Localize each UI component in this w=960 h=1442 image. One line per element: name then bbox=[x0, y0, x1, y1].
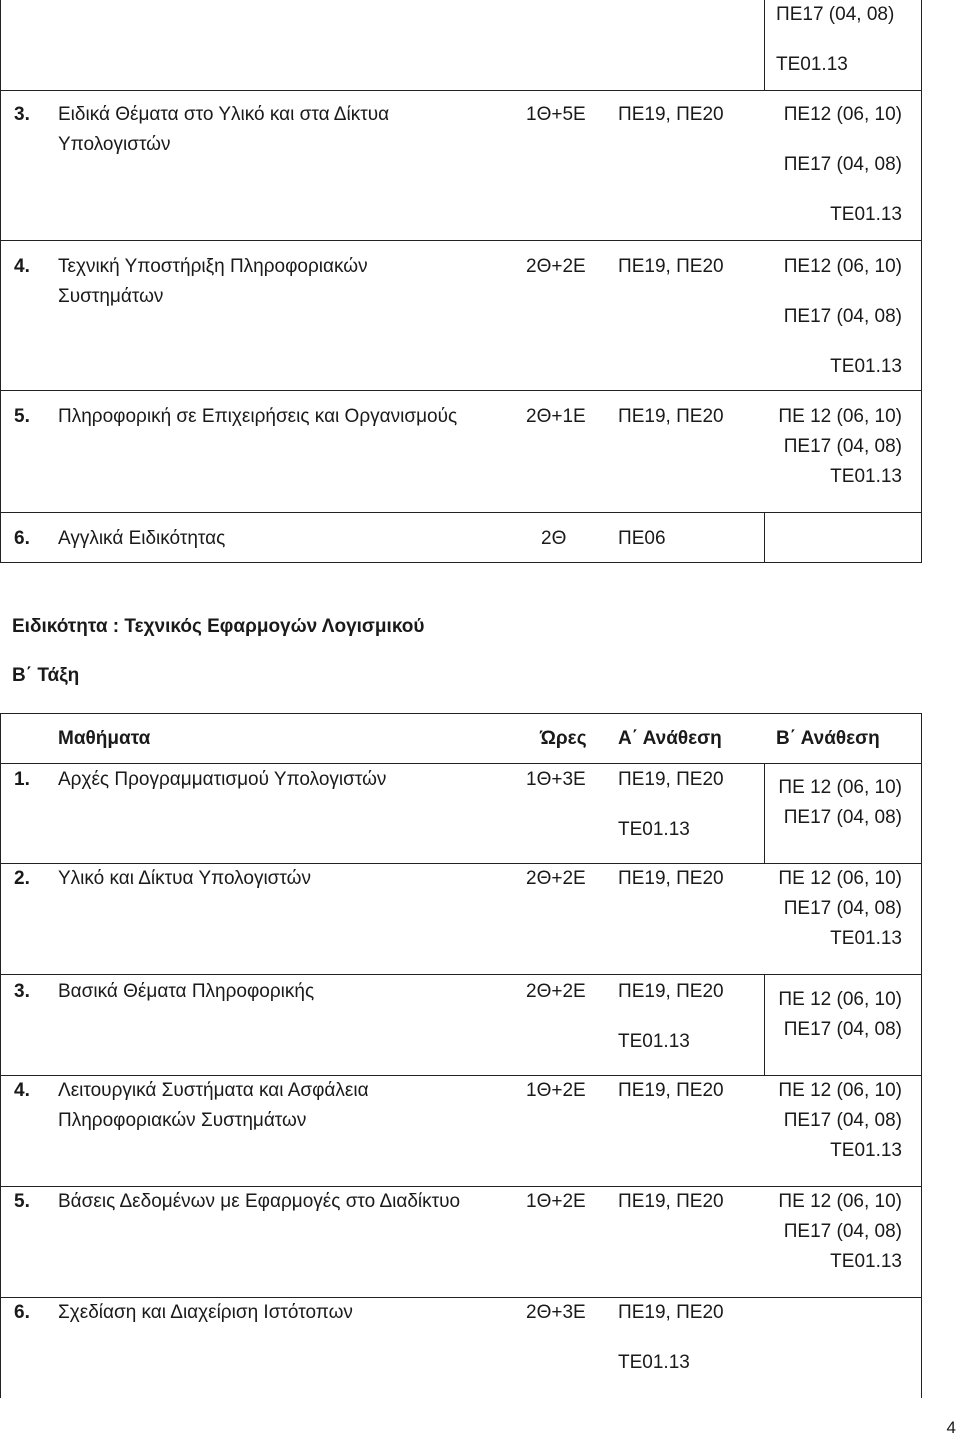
hours-cell: 1Θ+2Ε bbox=[526, 1191, 586, 1212]
table-row bbox=[0, 975, 922, 1076]
hours-cell: 1Θ+2Ε bbox=[526, 1080, 586, 1101]
row-number: 2. bbox=[14, 868, 30, 889]
row-number: 6. bbox=[14, 1302, 30, 1323]
assignment-a-cell: ΠΕ19, ΠΕ20 bbox=[618, 868, 724, 889]
course-name: Αγγλικά Ειδικότητας bbox=[58, 528, 226, 549]
header-hours: Ώρες bbox=[540, 728, 587, 749]
row-number: 3. bbox=[14, 104, 30, 125]
assignment-b-cell: ΠΕ12 (06, 10) ΠΕ17 (04, 08) ΤΕ01.13 bbox=[783, 256, 902, 377]
assignment-b-cell: ΠΕ 12 (06, 10) ΠΕ17 (04, 08) ΤΕ01.13 bbox=[778, 406, 902, 487]
hours-cell: 2Θ+3Ε bbox=[526, 1302, 586, 1323]
assignment-a-cell: ΠΕ19, ΠΕ20 bbox=[618, 256, 724, 277]
header-assignment-b: Β΄ Ανάθεση bbox=[776, 728, 880, 749]
assignment-b-cell: ΠΕ 12 (06, 10) ΠΕ17 (04, 08) ΤΕ01.13 bbox=[778, 1080, 902, 1161]
course-name: Υλικό και Δίκτυα Υπολογιστών bbox=[58, 868, 311, 889]
grade-heading: Β΄ Τάξη bbox=[12, 665, 80, 686]
table-row bbox=[0, 1298, 922, 1398]
course-name: Σχεδίαση και Διαχείριση Ιστότοπων bbox=[58, 1302, 353, 1323]
assignment-a-cell: ΠΕ19, ΠΕ20 ΤΕ01.13 bbox=[618, 769, 724, 840]
page-number: 4 bbox=[946, 1418, 956, 1437]
table-row bbox=[0, 0, 922, 91]
row-number: 3. bbox=[14, 981, 30, 1002]
assignment-b-cell: ΠΕ17 (04, 08) ΤΕ01.13 bbox=[776, 4, 895, 75]
header-courses: Μαθήματα bbox=[58, 728, 151, 749]
course-name: Αρχές Προγραμματισμού Υπολογιστών bbox=[58, 769, 387, 790]
assignment-b-cell: ΠΕ 12 (06, 10) ΠΕ17 (04, 08) ΤΕ01.13 bbox=[778, 1191, 902, 1272]
assignment-a-cell: ΠΕ19, ΠΕ20 ΤΕ01.13 bbox=[618, 981, 724, 1052]
course-name: Τεχνική Υποστήριξη Πληροφοριακών Συστημάτων bbox=[58, 256, 368, 307]
row-number: 6. bbox=[14, 528, 30, 549]
assignment-a-cell: ΠΕ19, ΠΕ20 bbox=[618, 104, 724, 125]
hours-cell: 1Θ+3Ε bbox=[526, 769, 586, 790]
table-row bbox=[0, 1187, 922, 1298]
table-row bbox=[0, 763, 922, 864]
header-assignment-a: Α΄ Ανάθεση bbox=[618, 728, 722, 749]
specialty-heading: Ειδικότητα : Τεχνικός Εφαρμογών Λογισμικού bbox=[12, 616, 425, 637]
course-name: Λειτουργικά Συστήματα και Ασφάλεια Πληροφοριακών Συστημάτων bbox=[58, 1080, 369, 1131]
hours-cell: 2Θ+2Ε bbox=[526, 981, 586, 1002]
table-row bbox=[0, 864, 922, 975]
row-number: 4. bbox=[14, 256, 30, 277]
assignment-b-cell: ΠΕ 12 (06, 10) ΠΕ17 (04, 08) bbox=[778, 989, 902, 1040]
hours-cell: 2Θ+2Ε bbox=[526, 256, 586, 277]
assignment-a-cell: ΠΕ19, ΠΕ20 ΤΕ01.13 bbox=[618, 1302, 724, 1373]
hours-cell: 1Θ+5Ε bbox=[526, 104, 586, 125]
table-row bbox=[0, 90, 922, 241]
assignment-b-cell: ΠΕ 12 (06, 10) ΠΕ17 (04, 08) bbox=[778, 777, 902, 828]
assignment-a-cell: ΠΕ19, ΠΕ20 bbox=[618, 1191, 724, 1212]
table-row bbox=[0, 240, 922, 391]
assignment-b-cell: ΠΕ12 (06, 10) ΠΕ17 (04, 08) ΤΕ01.13 bbox=[783, 104, 902, 225]
table-row bbox=[0, 1076, 922, 1187]
assignment-a-cell: ΠΕ19, ΠΕ20 bbox=[618, 1080, 724, 1101]
assignment-a-cell: ΠΕ06 bbox=[618, 528, 666, 549]
course-name: Ειδικά Θέματα στο Υλικό και στα Δίκτυα Υπολογιστών bbox=[58, 104, 390, 155]
hours-cell: 2Θ+2Ε bbox=[526, 868, 586, 889]
table-header-row bbox=[0, 713, 922, 764]
table-row bbox=[0, 390, 922, 513]
hours-cell: 2Θ+1Ε bbox=[526, 406, 586, 427]
course-name: Πληροφορική σε Επιχειρήσεις και Οργανισμούς bbox=[58, 406, 458, 427]
table-row bbox=[0, 512, 922, 563]
row-number: 1. bbox=[14, 769, 30, 790]
row-number: 4. bbox=[14, 1080, 30, 1101]
row-number: 5. bbox=[14, 1191, 30, 1212]
hours-cell: 2Θ bbox=[541, 528, 567, 549]
course-name: Βασικά Θέματα Πληροφορικής bbox=[58, 981, 315, 1002]
row-number: 5. bbox=[14, 406, 30, 427]
course-name: Βάσεις Δεδομένων με Εφαρμογές στο Διαδίκτυο bbox=[58, 1191, 461, 1212]
assignment-b-cell: ΠΕ 12 (06, 10) ΠΕ17 (04, 08) ΤΕ01.13 bbox=[778, 868, 902, 949]
assignment-a-cell: ΠΕ19, ΠΕ20 bbox=[618, 406, 724, 427]
